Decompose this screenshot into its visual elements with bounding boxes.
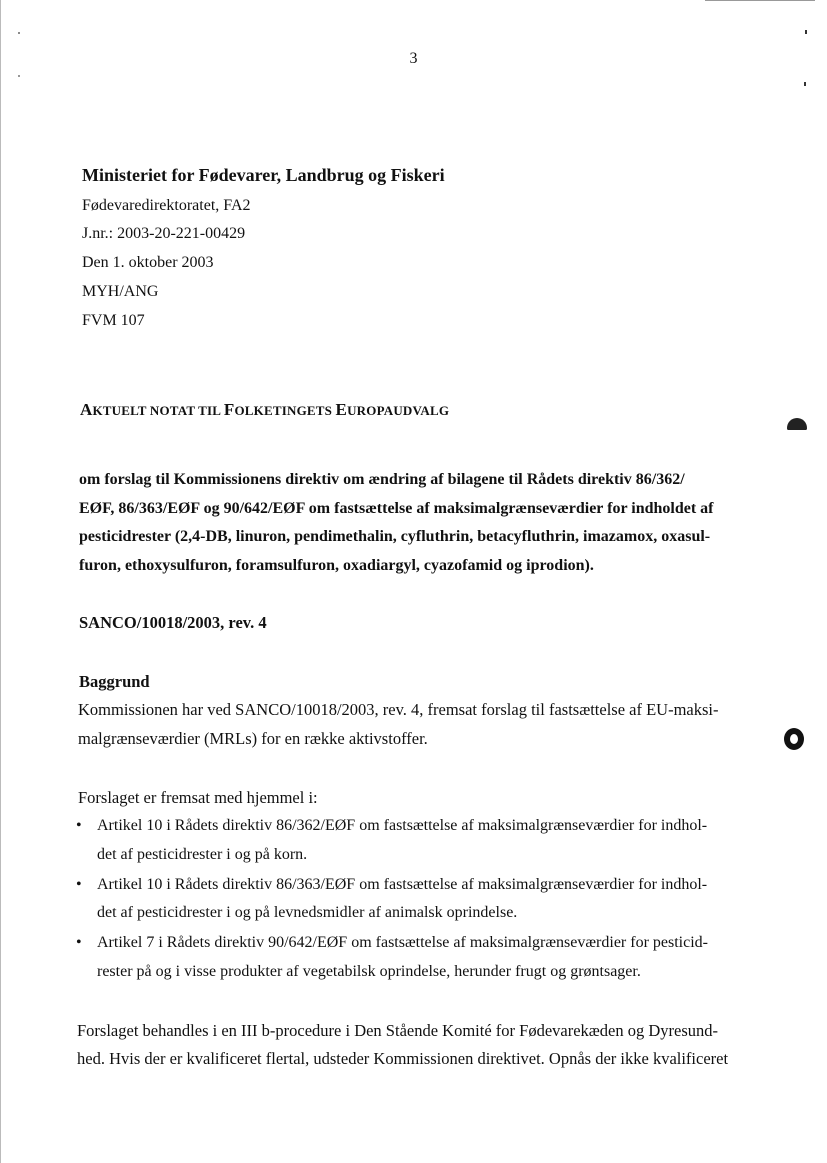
- punch-hole-mark-inner: [790, 734, 798, 744]
- paragraph-line: malgrænseværdier (MRLs) for en række aktivstoffer.: [78, 729, 428, 748]
- scan-speck: [18, 32, 20, 34]
- bullet-marker: •: [76, 934, 82, 951]
- punch-hole-mark: [787, 418, 807, 430]
- bullet-item-line: Artikel 10 i Rådets direktiv 86/362/EØF om fastsættelse af maksimalgrænseværdier for indhol-: [97, 817, 708, 834]
- reference-code: FVM 107: [82, 312, 145, 329]
- ministry-name: Ministeriet for Fødevarer, Landbrug og Fiskeri: [82, 165, 445, 185]
- subject-line: pesticidrester (2,4-DB, linuron, pendimethalin, cyfluthrin, betacyfluthrin, imazamox, oxasul-: [79, 528, 711, 545]
- bullet-item-line: rester på og i visse produkter af vegetabilsk oprindelse, herunder frugt og grøntsager.: [97, 963, 641, 980]
- bullet-item-line: det af pesticidrester i og på korn.: [97, 846, 308, 863]
- section-title-background: Baggrund: [79, 672, 150, 691]
- directorate: Fødevaredirektoratet, FA2: [82, 197, 251, 214]
- bullet-item-line: Artikel 10 i Rådets direktiv 86/363/EØF om fastsættelse af maksimalgrænseværdier for indhol-: [97, 876, 708, 893]
- scan-top-rule: [705, 0, 815, 1]
- bullet-marker: •: [76, 817, 82, 834]
- paragraph-line: Forslaget behandles i en III b-procedure i Den Stående Komité for Fødevarekæden og Dyresund-: [77, 1021, 719, 1040]
- subject-line: EØF, 86/363/EØF og 90/642/EØF om fastsættelse af maksimalgrænseværdier for indholdet af: [79, 500, 714, 517]
- bullet-item-line: Artikel 7 i Rådets direktiv 90/642/EØF om fastsættelse af maksimalgrænseværdier for pesticid-: [97, 934, 708, 951]
- bullet-marker: •: [76, 876, 82, 893]
- sanco-reference: SANCO/10018/2003, rev. 4: [79, 613, 267, 632]
- scan-speck: [804, 82, 806, 86]
- journal-number: J.nr.: 2003-20-221-00429: [82, 225, 246, 242]
- scan-edge-line: [0, 0, 1, 1163]
- scan-speck: [805, 30, 807, 34]
- scan-speck: [18, 75, 20, 77]
- document-date: Den 1. oktober 2003: [82, 254, 214, 271]
- subject-line: om forslag til Kommissionens direktiv om ændring af bilagene til Rådets direktiv 86/362/: [79, 471, 685, 488]
- document-heading: AKTUELT NOTAT TIL FOLKETINGETS EUROPAUDVALG: [80, 400, 450, 419]
- page-number: 3: [409, 50, 418, 67]
- legal-basis-intro: Forslaget er fremsat med hjemmel i:: [78, 788, 318, 807]
- subject-line: furon, ethoxysulfuron, foramsulfuron, oxadiargyl, cyazofamid og iprodion).: [79, 557, 594, 574]
- author-initials: MYH/ANG: [82, 283, 159, 300]
- paragraph-line: Kommissionen har ved SANCO/10018/2003, rev. 4, fremsat forslag til fastsættelse af EU-maksi-: [78, 700, 719, 719]
- bullet-item-line: det af pesticidrester i og på levnedsmidler af animalsk oprindelse.: [97, 904, 518, 921]
- paragraph-line: hed. Hvis der er kvalificeret flertal, udsteder Kommissionen direktivet. Opnås der ikke kvalificeret: [77, 1049, 729, 1068]
